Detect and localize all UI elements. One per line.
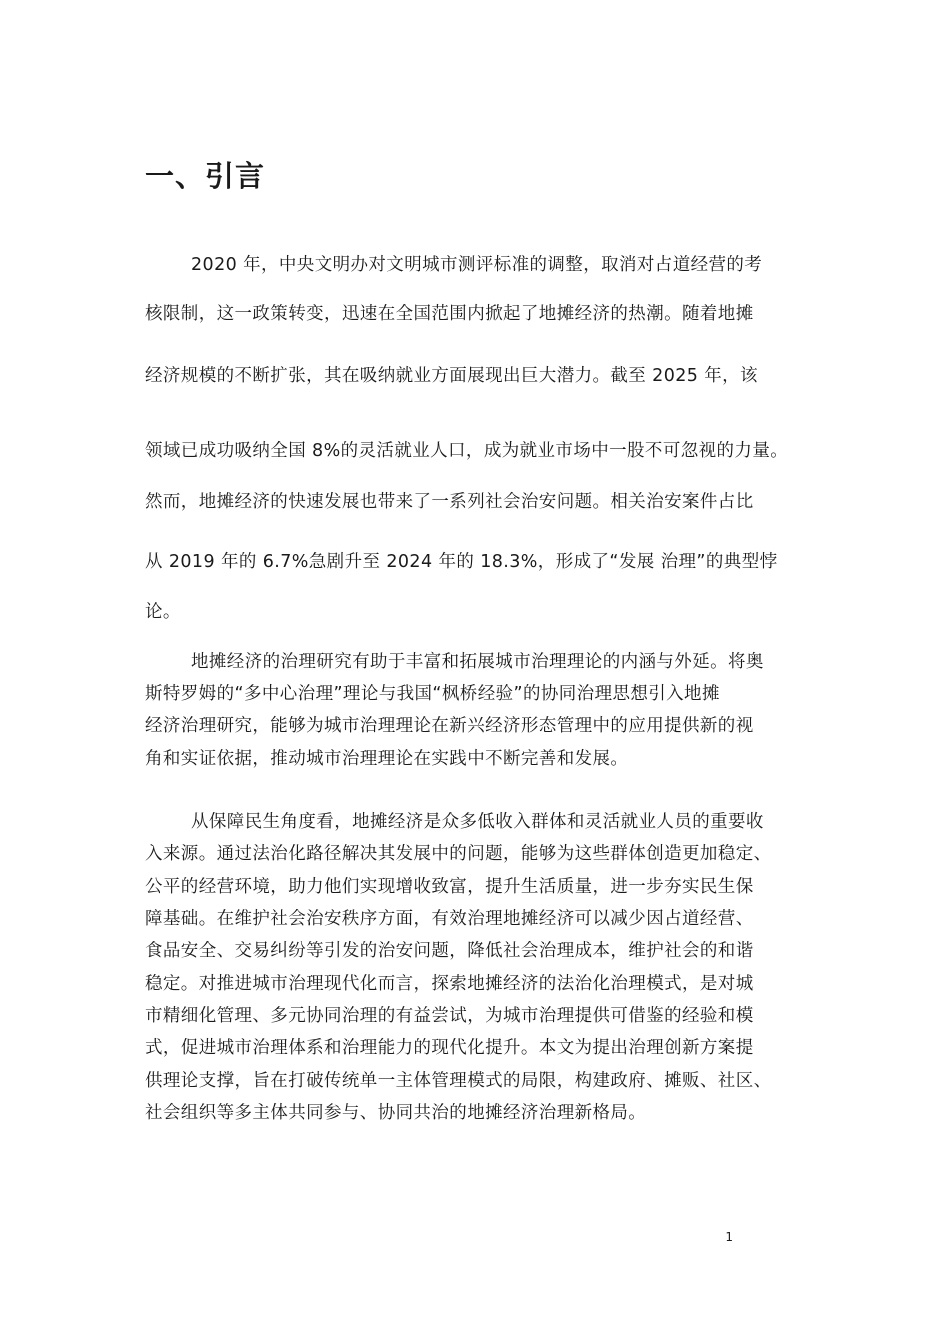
paragraph-3-line-9: 供理论支撑，旨在打破传统单一主体管理模式的局限，构建政府、摊贩、社区、 <box>145 1071 772 1091</box>
paragraph-2-line-2: 斯特罗姆的“多中心治理”理论与我国“枫桥经验”的协同治理思想引入地摊 <box>145 684 720 704</box>
page-number: 1 <box>725 1230 733 1244</box>
paragraph-1-line-7: 论。 <box>145 602 181 622</box>
paragraph-3-line-10: 社会组织等多主体共同参与、协同共治的地摊经济治理新格局。 <box>145 1103 647 1123</box>
paragraph-2-line-3: 经济治理研究，能够为城市治理理论在新兴经济形态管理中的应用提供新的视 <box>145 716 754 736</box>
paragraph-3-line-8: 式，促进城市治理体系和治理能力的现代化提升。本文为提出治理创新方案提 <box>145 1038 754 1058</box>
paragraph-3-line-4: 障基础。在维护社会治安秩序方面，有效治理地摊经济可以减少因占道经营、 <box>145 909 754 929</box>
paragraph-1-line-4: 领域已成功吸纳全国 8%的灵活就业人口，成为就业市场中一股不可忽视的力量。 <box>145 441 789 461</box>
section-heading: 一、引言 <box>145 159 266 193</box>
paragraph-1-line-5: 然而，地摊经济的快速发展也带来了一系列社会治安问题。相关治安案件占比 <box>145 492 754 512</box>
paragraph-3-line-6: 稳定。对推进城市治理现代化而言，探索地摊经济的法治化治理模式，是对城 <box>145 974 754 994</box>
paragraph-1-line-2: 核限制，这一政策转变，迅速在全国范围内掀起了地摊经济的热潮。随着地摊 <box>145 304 754 324</box>
paragraph-1-line-6: 从 2019 年的 6.7%急剧升至 2024 年的 18.3%，形成了“发展 治理”的典型悖 <box>145 552 778 572</box>
paragraph-1-line-3: 经济规模的不断扩张，其在吸纳就业方面展现出巨大潜力。截至 2025 年，该 <box>145 366 758 386</box>
paragraph-3-line-2: 入来源。通过法治化路径解决其发展中的问题，能够为这些群体创造更加稳定、 <box>145 844 772 864</box>
paragraph-1-line-1: 2020 年，中央文明办对文明城市测评标准的调整，取消对占道经营的考 <box>191 255 763 275</box>
paragraph-3-line-1: 从保障民生角度看，地摊经济是众多低收入群体和灵活就业人员的重要收 <box>191 812 764 832</box>
paragraph-2-line-4: 角和实证依据，推动城市治理理论在实践中不断完善和发展。 <box>145 749 629 769</box>
paragraph-2-line-1: 地摊经济的治理研究有助于丰富和拓展城市治理理论的内涵与外延。将奥 <box>191 652 764 672</box>
paragraph-3-line-3: 公平的经营环境，助力他们实现增收致富，提升生活质量，进一步夯实民生保 <box>145 877 754 897</box>
paragraph-3-line-5: 食品安全、交易纠纷等引发的治安问题，降低社会治理成本，维护社会的和谐 <box>145 941 754 961</box>
paragraph-3-line-7: 市精细化管理、多元协同治理的有益尝试，为城市治理提供可借鉴的经验和模 <box>145 1006 754 1026</box>
